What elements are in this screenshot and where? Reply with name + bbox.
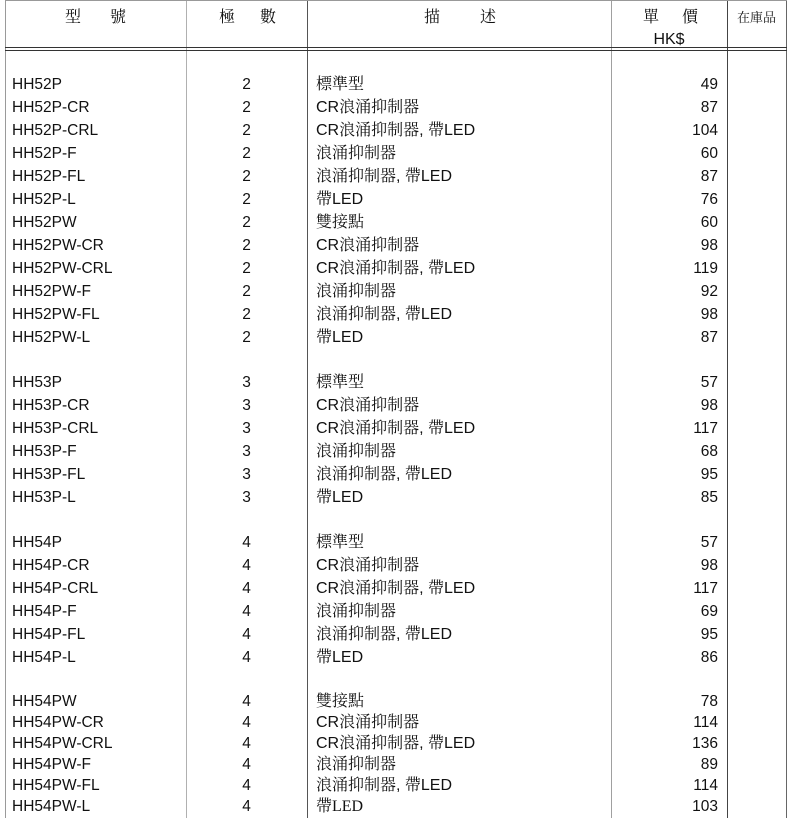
description-cell: 浪涌抑制器 [316, 443, 397, 460]
table-row [0, 303, 790, 326]
description-cell: 標準型 [316, 374, 365, 391]
poles-cell: 2 [242, 237, 251, 254]
model-cell: HH52P-CRL [12, 122, 99, 139]
model-cell: HH53P-CR [12, 397, 90, 414]
poles-cell: 2 [242, 76, 251, 93]
model-cell: HH52P-FL [12, 168, 86, 185]
table-row [0, 754, 790, 775]
price-cell: 114 [693, 777, 718, 794]
description-cell: 浪涌抑制器, 帶LED [316, 168, 453, 185]
header-in-stock: 在庫品 [736, 10, 776, 25]
poles-cell: 2 [242, 260, 251, 277]
poles-cell: 2 [242, 306, 251, 323]
table-row [0, 211, 790, 234]
poles-cell: 4 [242, 603, 251, 620]
model-cell: HH54PW-FL [12, 777, 100, 794]
table-row [0, 119, 790, 142]
table-row [0, 280, 790, 303]
price-cell: 87 [700, 329, 718, 346]
model-cell: HH54PW [12, 693, 77, 710]
price-cell: 60 [700, 145, 718, 162]
price-cell: 119 [693, 260, 718, 277]
poles-cell: 2 [242, 191, 251, 208]
table-row [0, 142, 790, 165]
model-cell: HH54P-L [12, 649, 76, 666]
description-cell: 浪涌抑制器 [316, 145, 397, 162]
description-cell: 標準型 [316, 76, 365, 93]
poles-cell: 4 [242, 798, 251, 815]
poles-cell: 2 [242, 283, 251, 300]
price-cell: 78 [700, 693, 718, 710]
description-cell: 浪涌抑制器, 帶LED [316, 626, 453, 643]
table-row [0, 73, 790, 96]
price-cell: 114 [693, 714, 718, 731]
table-row [0, 733, 790, 754]
price-cell: 117 [693, 420, 718, 437]
table-row [0, 554, 790, 577]
description-cell: 浪涌抑制器 [316, 756, 397, 773]
poles-cell: 4 [242, 777, 251, 794]
poles-cell: 3 [242, 420, 251, 437]
table-row [0, 417, 790, 440]
row-group [0, 73, 790, 349]
description-cell: 浪涌抑制器 [316, 283, 397, 300]
price-cell: 136 [692, 735, 718, 752]
price-cell: 87 [700, 99, 718, 116]
table-row [0, 486, 790, 509]
poles-cell: 4 [242, 557, 251, 574]
price-cell: 117 [693, 580, 718, 597]
description-cell: CR浪涌抑制器, 帶LED [316, 260, 476, 277]
description-cell: CR浪涌抑制器 [316, 397, 420, 414]
table-row [0, 257, 790, 280]
price-cell: 85 [700, 489, 718, 506]
model-cell: HH54PW-L [12, 798, 91, 815]
table-row [0, 531, 790, 554]
description-cell: CR浪涌抑制器 [316, 237, 420, 254]
table-row [0, 394, 790, 417]
poles-cell: 4 [242, 649, 251, 666]
header-currency: HK$ [653, 31, 685, 48]
row-group [0, 531, 790, 669]
poles-cell: 3 [242, 489, 251, 506]
header-unit-price: 單 價 [643, 9, 698, 26]
table-row [0, 691, 790, 712]
poles-cell: 3 [242, 466, 251, 483]
table-row [0, 796, 790, 817]
description-cell: 帶LED [316, 329, 364, 346]
model-cell: HH52P-CR [12, 99, 90, 116]
description-cell: 標準型 [316, 534, 365, 551]
poles-cell: 3 [242, 397, 251, 414]
description-cell: 浪涌抑制器, 帶LED [316, 306, 453, 323]
description-cell: 浪涌抑制器, 帶LED [316, 466, 453, 483]
model-cell: HH52P-L [12, 191, 76, 208]
table-row [0, 326, 790, 349]
price-cell: 86 [700, 649, 718, 666]
poles-cell: 2 [242, 122, 251, 139]
description-cell: 雙接點 [316, 214, 365, 231]
header-poles: 極 數 [219, 9, 276, 26]
model-cell: HH54P-F [12, 603, 77, 620]
description-cell: CR浪涌抑制器 [316, 557, 420, 574]
row-group [0, 371, 790, 509]
model-cell: HH52PW-F [12, 283, 91, 300]
model-cell: HH54PW-CR [12, 714, 104, 731]
table-row [0, 188, 790, 211]
model-cell: HH53P-F [12, 443, 77, 460]
table-row [0, 463, 790, 486]
table-row [0, 646, 790, 669]
description-cell: 帶LED [316, 649, 364, 666]
description-cell: CR浪涌抑制器 [316, 714, 420, 731]
table-row [0, 623, 790, 646]
model-cell: HH53P-L [12, 489, 76, 506]
table-row [0, 577, 790, 600]
description-cell: 帶LED [316, 798, 364, 815]
table-body [0, 51, 790, 817]
model-cell: HH52P [12, 76, 62, 93]
model-cell: HH52P-F [12, 145, 77, 162]
poles-cell: 4 [242, 534, 251, 551]
poles-cell: 4 [242, 693, 251, 710]
table-row [0, 440, 790, 463]
description-cell: CR浪涌抑制器, 帶LED [316, 735, 476, 752]
model-cell: HH54P [12, 534, 62, 551]
description-cell: CR浪涌抑制器, 帶LED [316, 420, 476, 437]
price-cell: 98 [700, 306, 718, 323]
poles-cell: 3 [242, 443, 251, 460]
price-cell: 76 [700, 191, 718, 208]
table-row [0, 775, 790, 796]
price-cell: 89 [700, 756, 718, 773]
header-description: 描 述 [424, 9, 496, 26]
description-cell: CR浪涌抑制器 [316, 99, 420, 116]
description-cell: 雙接點 [316, 693, 365, 710]
description-cell: 帶LED [316, 191, 364, 208]
price-cell: 95 [700, 466, 718, 483]
description-cell: CR浪涌抑制器, 帶LED [316, 580, 476, 597]
table-row [0, 96, 790, 119]
poles-cell: 2 [242, 329, 251, 346]
price-cell: 104 [692, 122, 718, 139]
model-cell: HH54P-CR [12, 557, 90, 574]
table-row [0, 371, 790, 394]
table-row [0, 600, 790, 623]
price-cell: 103 [692, 798, 718, 815]
price-cell: 98 [700, 397, 718, 414]
model-cell: HH54PW-F [12, 756, 91, 773]
poles-cell: 2 [242, 145, 251, 162]
poles-cell: 4 [242, 714, 251, 731]
table-row [0, 165, 790, 188]
model-cell: HH53P-FL [12, 466, 86, 483]
model-cell: HH54P-FL [12, 626, 86, 643]
table-header [5, 0, 787, 51]
poles-cell: 4 [242, 626, 251, 643]
table-row [0, 712, 790, 733]
poles-cell: 4 [242, 580, 251, 597]
poles-cell: 2 [242, 214, 251, 231]
table-row [0, 234, 790, 257]
price-cell: 57 [700, 534, 718, 551]
model-cell: HH52PW-CR [12, 237, 104, 254]
description-cell: 浪涌抑制器 [316, 603, 397, 620]
model-cell: HH54PW-CRL [12, 735, 113, 752]
price-cell: 92 [700, 283, 718, 300]
model-cell: HH52PW-CRL [12, 260, 113, 277]
poles-cell: 2 [242, 168, 251, 185]
price-cell: 98 [700, 557, 718, 574]
poles-cell: 4 [242, 756, 251, 773]
price-cell: 57 [700, 374, 718, 391]
model-cell: HH53P-CRL [12, 420, 99, 437]
price-cell: 68 [700, 443, 718, 460]
model-cell: HH52PW-FL [12, 306, 100, 323]
poles-cell: 2 [242, 99, 251, 116]
row-group [0, 691, 790, 817]
model-cell: HH52PW [12, 214, 77, 231]
model-cell: HH53P [12, 374, 62, 391]
model-cell: HH52PW-L [12, 329, 91, 346]
price-cell: 60 [700, 214, 718, 231]
price-cell: 87 [700, 168, 718, 185]
description-cell: CR浪涌抑制器, 帶LED [316, 122, 476, 139]
price-cell: 69 [700, 603, 718, 620]
header-model: 型 號 [65, 9, 126, 26]
price-cell: 95 [700, 626, 718, 643]
model-cell: HH54P-CRL [12, 580, 99, 597]
poles-cell: 4 [242, 735, 251, 752]
description-cell: 浪涌抑制器, 帶LED [316, 777, 453, 794]
price-cell: 98 [700, 237, 718, 254]
poles-cell: 3 [242, 374, 251, 391]
price-cell: 49 [700, 76, 718, 93]
description-cell: 帶LED [316, 489, 364, 506]
